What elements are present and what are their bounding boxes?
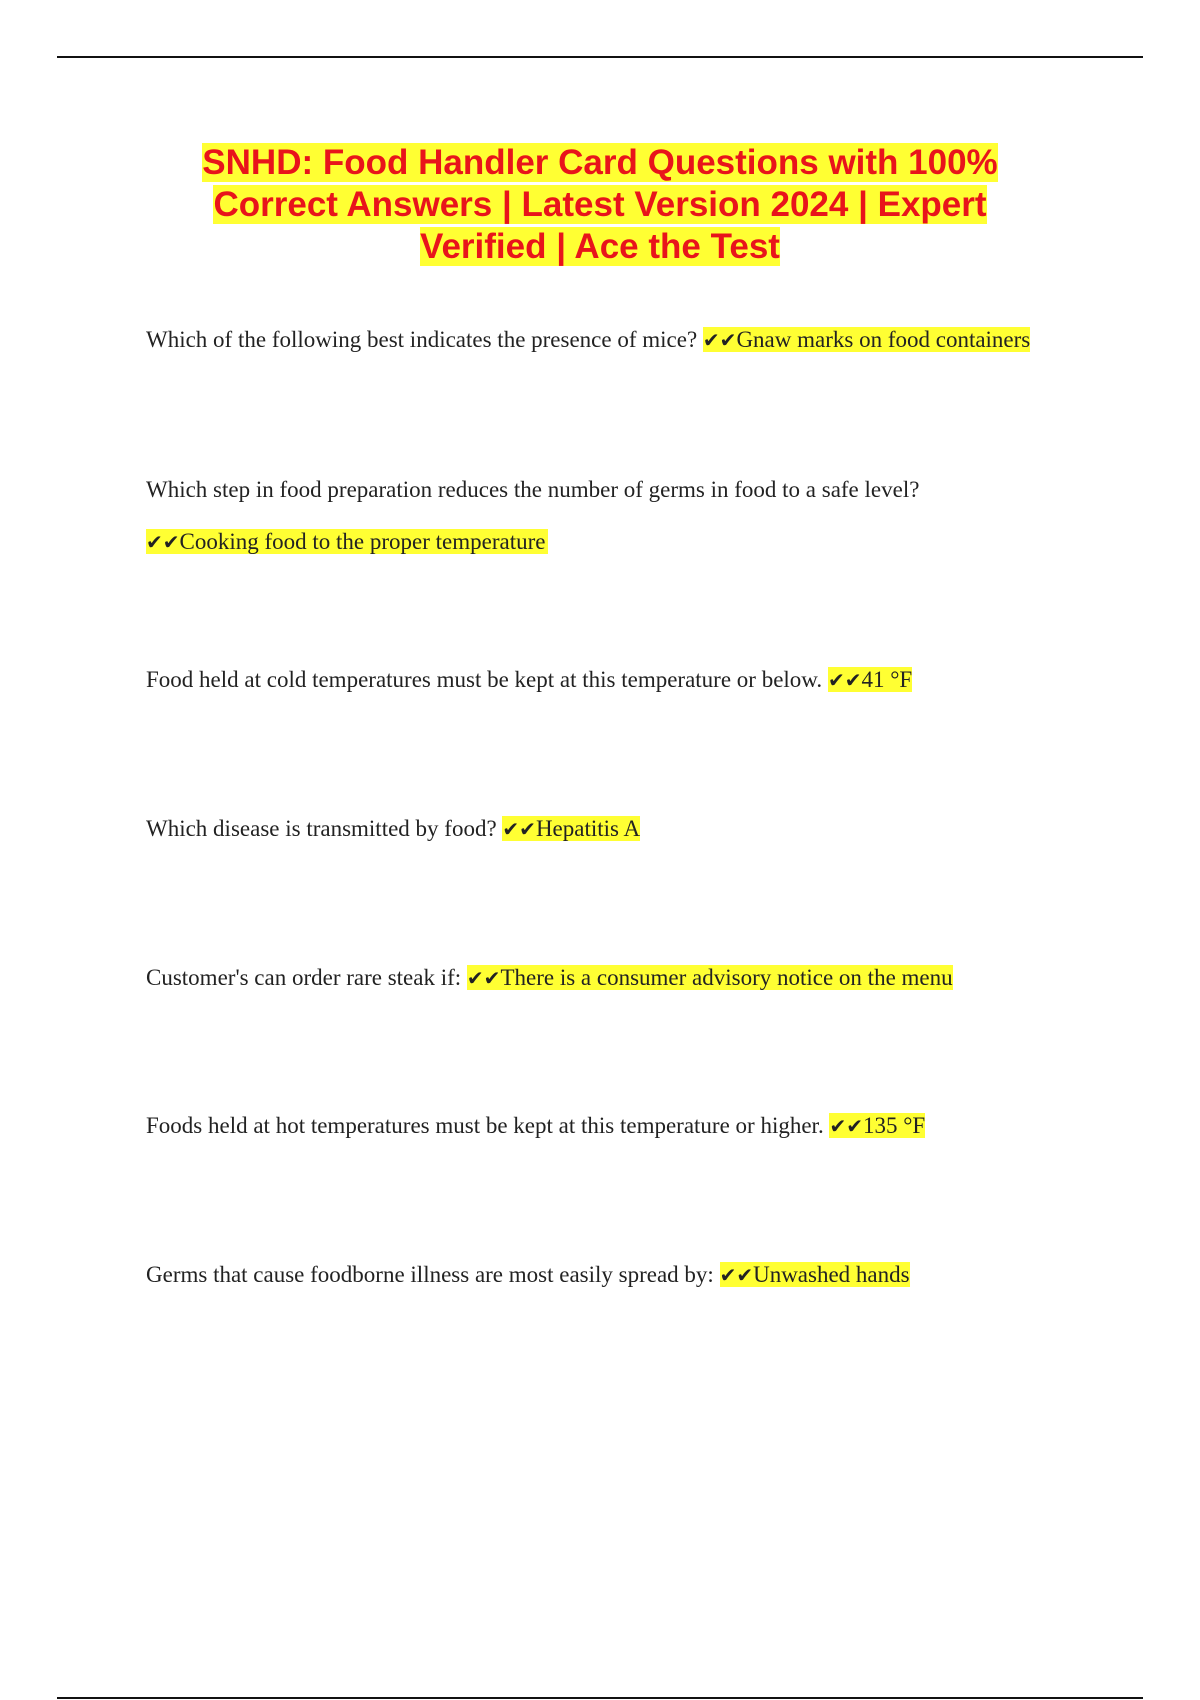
qa-item-3: [146, 666, 1106, 694]
check-mark-icon: ✔✔: [702, 328, 737, 352]
qa-item-2: [146, 476, 1106, 556]
answer-highlight: [829, 1113, 925, 1138]
bottom-rule: [57, 1697, 1143, 1699]
answer-text: Hepatitis A: [535, 816, 641, 841]
check-mark-icon: ✔✔: [719, 1263, 754, 1287]
question-text: Which step in food preparation reduces the number of germs in food to a safe level?: [146, 477, 920, 502]
answer-highlight: [720, 1262, 910, 1287]
check-mark-icon: ✔✔: [466, 966, 501, 990]
answer-text: There is a consumer advisory notice on the menu: [500, 965, 953, 990]
check-mark-icon: ✔✔: [146, 530, 180, 554]
check-mark-icon: ✔✔: [502, 817, 536, 841]
answer-text: Cooking food to the proper temperature: [179, 529, 546, 554]
answer-text: 41 °F: [861, 667, 913, 692]
qa-item-4: [146, 815, 1106, 843]
question-text: Germs that cause foodborne illness are most easily spread by:: [146, 1262, 714, 1287]
question-text: Customer's can order rare steak if:: [146, 965, 462, 990]
check-mark-icon: ✔✔: [829, 1114, 863, 1138]
answer-highlight: [703, 327, 1030, 352]
qa-item-5: [146, 964, 1106, 992]
answer-highlight: [502, 816, 640, 841]
answer-highlight: [467, 965, 953, 990]
question-text: Which of the following best indicates the presence of mice?: [146, 327, 698, 352]
question-text: Food held at cold temperatures must be kept at this temperature or below.: [146, 667, 823, 692]
document-title-text: SNHD: Food Handler Card Questions with 100% Correct Answers | Latest Version 2024 | Expert Verified | Ace the Test: [202, 143, 998, 266]
question-text: Which disease is transmitted by food?: [146, 816, 497, 841]
top-rule: [57, 56, 1143, 58]
question-text: Foods held at hot temperatures must be kept at this temperature or higher.: [146, 1113, 824, 1138]
answer-text: Gnaw marks on food containers: [736, 327, 1031, 352]
answer-highlight: [146, 529, 548, 554]
check-mark-icon: ✔✔: [827, 668, 862, 692]
answer-text: Unwashed hands: [753, 1262, 910, 1287]
qa-item-6: [146, 1112, 1106, 1140]
qa-item-7: [146, 1261, 1106, 1289]
document-title: [150, 142, 1050, 268]
qa-item-1: [146, 326, 1106, 354]
answer-text: 135 °F: [862, 1113, 926, 1138]
answer-highlight: [828, 667, 912, 692]
